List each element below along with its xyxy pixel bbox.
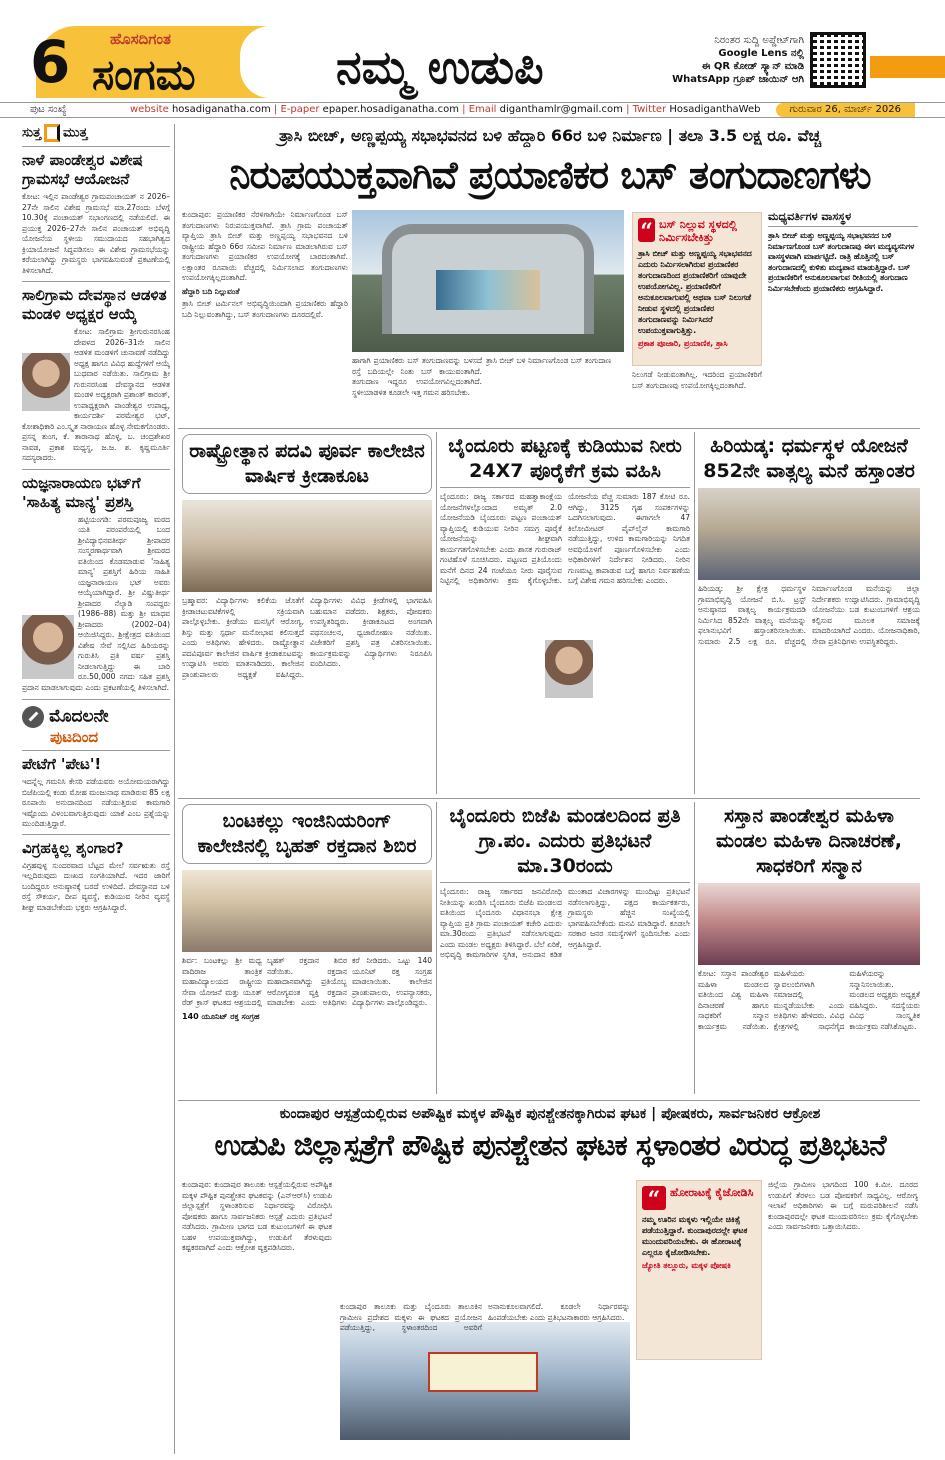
sports-photo	[182, 500, 432, 592]
bus-shelter-photo	[352, 210, 624, 352]
story-women-headline[interactable]: ಸಸ್ತಾನ ಪಾಂಡೇಶ್ವರ ಮಹಿಳಾ ಮಂಡಲ ಮಹಿಳಾ ದಿನಾಚರಣೆ, ಸಾಧಕರಿಗೆ ಸನ್ಮಾನ	[716, 805, 902, 877]
epaper-key: E-paper	[280, 104, 320, 115]
twitter-key: Twitter	[632, 104, 667, 115]
story-house	[698, 434, 920, 794]
top-story-subhead: ಹೆದ್ದಾರಿ ಬದಿ ನಿಲ್ಲುವಂತೆ	[182, 286, 240, 296]
story-water-headline[interactable]: ಬೈಂದೂರು ಪಟ್ಟಣಕ್ಕೆ ಕುಡಿಯುವ ನೀರು 24X7 ಪೂರೈಕೆಗೆ ಕ್ರಮ ವಹಿಸಿ	[440, 434, 690, 488]
left-column	[22, 124, 170, 1454]
rule-row3-a	[436, 802, 437, 1094]
brand-top: ಹೊಸದಿಗಂತ	[110, 30, 171, 48]
continued-label-b: ಪುಟದಿಂದ	[50, 728, 99, 746]
rule-row2	[178, 428, 920, 429]
qr-line-1: ನಿರಂತರ ಸುದ್ದಿ ಅಪ್ಡೇಟ್‌ಗಾಗಿ	[714, 35, 804, 46]
story-award-headline[interactable]: ಯಜ್ಞನಾರಾಯಣ ಭಟ್‌ಗೆ 'ಸಾಹಿತ್ಯ ಮಾನ್ಯ' ಪ್ರಶಸ್ತಿ	[22, 473, 141, 511]
column-logo-b: ಮುತ್ತ	[63, 125, 88, 141]
top-story-col3-tail: ನಿಲುಗಡೆ ನೀಡುವಂತಾಗಿಲ್ಲ. ಇದರಿಂದ ಪ್ರಯಾಣಿಕರಿಗೆ ಬಸ್ ತಂಗುದಾಣವು ಉಪಯೋಗಕ್ಕಿಲ್ಲದಂತಾಗಿದೆ.	[632, 370, 762, 390]
story-blood-subhead: 140 ಯೂನಿಟ್ ರಕ್ತ ಸಂಗ್ರಹ	[182, 1011, 260, 1021]
qr-line-3: ಈ QR ಕೋಡ್ ಸ್ಕ್ಯಾನ್ ಮಾಡಿ	[701, 61, 804, 72]
story-blood-headline[interactable]: ಬಂಟಕಲ್ಲು ಇಂಜಿನಿಯರಿಂಗ್ ಕಾಲೇಜಿನಲ್ಲಿ ಬೃಹತ್ ರಕ್ತದಾನ ಶಿಬಿರ	[182, 804, 432, 864]
info-links: website hosadiganatha.com | E-paper epaper.hosadiganatha.com | Email diganthamlr@gmail.com | Twitter HosadiganthaWeb	[130, 104, 761, 115]
brand-logo: ಸಂಗಮ	[92, 50, 196, 99]
quote-icon: “	[638, 218, 655, 242]
quote-body: ತ್ರಾಸಿ ಬೀಚ್ ಮತ್ತು ಅಣ್ಣಪ್ಪಯ್ಯ ಸಭಾಭವನದ ಎದುರು ನಿರ್ಮಿಸಲಾಗಿರುವ ಪ್ರಯಾಣಿಕರ ತಂಗುದಾಣದಿಂದ ಪ್ರಯಾಣಿಕರಿಗೆ ಯಾವುದೇ ಉಪಯೋಗವಿಲ್ಲ. ಪ್ರಯಾಣಿಕರಿಗೆ ಅನುಕೂಲವಾಗುವಲ್ಲಿ ಅಥವಾ ಬಸ್ ನಿಲುಗಡೆ ನೀಡುವ ಸ್ಥಳದಲ್ಲಿ ಪ್ರಯಾಣಿಕರ ತಂಗುದಾಣವನ್ನು ನಿರ್ಮಿಸಿದರೆ ಉಪಯುಕ್ತವಾಗುತ್ತಿತ್ತು.	[638, 249, 752, 335]
quote-author: ಪ್ರಕಾಶ ಪೂಜಾರಿ, ಪ್ರಯಾಣಿಕ, ತ್ರಾಸಿ	[638, 339, 728, 348]
bottom-story-col2: ಕುಂದಾಪುರ ತಾಲೂಕು ಮತ್ತು ಬೈಂದೂರು ತಾಲೂಕಿನ ಗ್ರಾಮೀಣ ಪ್ರದೇಶದ ಮಕ್ಕಳು ಈ ಘಟಕದ ಪ್ರಯೋಜನ ಪಡೆಯುತ್ತಿದ್ದು, ಸ್ಥಳಾಂತರದಿಂದ ಅವರಿಗೆ ಅನಾನುಕೂಲವಾಗಲಿದೆ. ಕೂಡಲೇ ನಿರ್ಧಾರವನ್ನು ಹಿಂಪಡೆಯಬೇಕು ಎಂದು ಪ್ರತಿಭಟನಾಕಾರರು ಆಗ್ರಹಿಸಿದರು.	[340, 1302, 630, 1332]
story-temple-body: ಕೋಟ: ಸಾಲಿಗ್ರಾಮ ಶ್ರೀಗುರುನರಸಿಂಹ ದೇವಳದ 2026–31ನೇ ಸಾಲಿನ ಆಡಳಿತ ಮಂಡಳಿಗೆ ಚುನಾವಣೆ ನಡೆದಿದ್ದು ಅಧ್ಯಕ್ಷ ಹಾಗೂ ವಿವಿಧ ಹುದ್ದೆಗಳಿಗೆ ಆಯ್ಕೆ ಬುಧವಾರ ನಡೆಯಿತು. ಸಾಲಿಗ್ರಾಮ ಶ್ರೀ ಗುರುನರಸಿಂಹ ದೇವಸ್ಥಾನದ ಆಡಳಿತ ಮಂಡಳಿ ಅಧ್ಯಕ್ಷರಾಗಿ ಪ್ರಶಾಂತ್ ಕಾರಂತ್, ಉಪಾಧ್ಯಕ್ಷರಾಗಿ ಪಾಂಡೇಶ್ವರ ಉಪಾಧ್ಯ, ಕಾರ್ಯದರ್ಶಿ ಪರಮೇಶ್ವರ ಭಟ್, ಕೋಶಾಧಿಕಾರಿ ಎಂ.ಸ್ಕೃತ ನಾರಾಯಣ ಹೊಳ್ಳ ನೇಮಕಗೊಂಡರು. ಪ್ರಸನ್ನ ತುಂಗ, ಕೆ. ತಾರಾನಾಥ ಹೊಳ್ಳ, ಬ. ಚಂದ್ರಶೇಖರ ನಾವಡ, ಪ್ರಕಾಶ ಮಧ್ಯಸ್ಥ, ಜ.ಜ. ಶ. ಕೃಷ್ಣಮೂರ್ತಿ ಸದಸ್ಯರಾದರು.	[22, 327, 170, 462]
story-house-headline[interactable]: ಹಿರಿಯಡ್ಕ: ಧರ್ಮಸ್ಥಳ ಯೋಜನೆ 852ನೇ ವಾತ್ಸಲ್ಯ ಮನೆ ಹಸ್ತಾಂತರ	[703, 435, 915, 482]
womens-day-photo	[698, 883, 920, 965]
qr-line-4: WhatsApp ಗ್ರೂಪ್ ಜಾಯಿನ್ ಆಗಿ	[672, 74, 804, 85]
bottom-story-kicker: ಕುಂದಾಪುರ ಆಸ್ಪತ್ರೆಯಲ್ಲಿರುವ ಅಪೌಷ್ಟಿಕ ಮಕ್ಕಳ ಪೌಷ್ಟಿಕ ಪುನಶ್ಚೇತನಕ್ಕಾಗಿರುವ ಘಟಕ | ಪೋಷಕರು, ಸಾರ್ವಜನಿಕರ ಆಕ್ರೋಶ	[279, 1106, 821, 1122]
story-bjp	[440, 804, 690, 1094]
top-story-photo-caption: ತ್ರಾಸಿ ಬೀಚ್ ಬಳಿ ನಿರ್ಮಾಣಗೊಂಡ ಬಸ್ ತಂಗುದಾಣ	[486, 356, 612, 365]
bottom-quote-body: ನಮ್ಮ ಊರಿನ ಮಕ್ಕಳು ಇಲ್ಲಿಯೇ ಚಿಕಿತ್ಸೆ ಪಡೆಯುತ್ತಿದ್ದಾರೆ. ಕುಂದಾಪುರದಲ್ಲೇ ಘಟಕ ಮುಂದುವರಿಯಬೇಕು. ಈ ಹೋರಾಟಕ್ಕೆ ಎಲ್ಲರೂ ಕೈಜೋಡಿಸಬೇಕು.	[642, 1215, 748, 1257]
bottom-quote-title: ಹೋರಾಟಕ್ಕೆ ಕೈಜೋಡಿಸಿ	[670, 1186, 754, 1199]
story-water	[440, 434, 690, 794]
rule-bottom	[178, 1100, 920, 1101]
story-sports	[182, 434, 432, 794]
column-logo-a: ಸುತ್ತ	[22, 125, 42, 141]
bottom-story-col4: ಜಿಲ್ಲೆಯ ಗ್ರಾಮೀಣ ಭಾಗದಿಂದ 100 ಕಿ.ಮೀ. ದೂರದ ಉಡುಪಿಗೆ ತೆರಳಲು ಬಡ ಪೋಷಕರಿಗೆ ಸಾಧ್ಯವಿಲ್ಲ. ಆರೋಗ್ಯ ಇಲಾಖೆ ಅಧಿಕಾರಿಗಳು ಈ ಬಗ್ಗೆ ಮರುಪರಿಶೀಲನೆ ನಡೆಸಿ ಕುಂದಾಪುರದಲ್ಲೇ ಘಟಕ ಮುಂದುವರಿಸಲು ಕ್ರಮ ಕೈಗೊಳ್ಳಬೇಕು ಎಂದು ಸಾರ್ವಜನಿಕರು ಒತ್ತಾಯಿಸಿದರು.	[768, 1180, 918, 1231]
email-link[interactable]: diganthamlr@gmail.com	[499, 104, 623, 115]
story-bjp-body: ಬೈಂದೂರು: ರಾಜ್ಯ ಸರ್ಕಾರದ ಜನವಿರೋಧಿ ನೀತಿಯನ್ನು ಖಂಡಿಸಿ ಬೈಂದೂರು ಬಿಜೆಪಿ ಮಂಡಲದ ವತಿಯಿಂದ ಬೈಂದೂರು ವಿಧಾನಸಭಾ ಕ್ಷೇತ್ರ ವ್ಯಾಪ್ತಿಯ ಪ್ರತಿ ಗ್ರಾಮ ಪಂಚಾಯತ್ ಕಚೇರಿ ಎದುರು ಮಾ.30ರಂದು ಪ್ರತಿಭಟನೆ ನಡೆಸಲಾಗುವುದು ಎಂದು ಮಂಡಲ ಅಧ್ಯಕ್ಷರು ತಿಳಿಸಿದ್ದಾರೆ. ಬೆಲೆ ಏರಿಕೆ, ಅಭಿವೃದ್ಧಿ ಕಾಮಗಾರಿಗಳ ಸ್ಥಗಿತ, ಅನುದಾನ ಕಡಿತ ಮುಂತಾದ ವಿಚಾರಗಳನ್ನು ಮುಂದಿಟ್ಟು ಪ್ರತಿಭಟನೆ ನಡೆಸಲಾಗುತ್ತಿದ್ದು, ಪಕ್ಷದ ಕಾರ್ಯಕರ್ತರು, ಗ್ರಾಮಸ್ಥರು ಹೆಚ್ಚಿನ ಸಂಖ್ಯೆಯಲ್ಲಿ ಭಾಗವಹಿಸಬೇಕೆಂದು ಮನವಿ ಮಾಡಿದ್ದಾರೆ. ಕೂಡಲೇ ಸರಕಾರ ಜನರ ಸಮಸ್ಯೆಗಳಿಗೆ ಸ್ಪಂದಿಸಬೇಕು ಎಂದು ಆಗ್ರಹಿಸಿದ್ದಾರೆ.	[440, 887, 690, 959]
top-story-body-a: ಕುಂದಾಪುರ: ಪ್ರಯಾಣಿಕರ ನೆರಳಿಗಾಗಿಯೇ ನಿರ್ಮಾಣಗೊಂಡ ಬಸ್ ತಂಗುದಾಣಗಳು ನಿರುಪಯುಕ್ತವಾಗಿವೆ. ತ್ರಾಸಿ ಗ್ರಾಮ ಪಂಚಾಯತ್ ವ್ಯಾಪ್ತಿಯ ತ್ರಾಸಿ ಬೀಚ್ ಮತ್ತು ಅಣ್ಣಪ್ಪಯ್ಯ ಸಭಾಭವನದ ಬಳಿ ರಾಷ್ಟ್ರೀಯ ಹೆದ್ದಾರಿ 66ರ ಸಮೀಪ ನಿರ್ಮಾಣ ಮಾಡಲಾಗಿರುವ ಬಸ್ ತಂಗುದಾಣಗಳು ಪ್ರಯಾಣಿಕರ ಉಪಯೋಗಕ್ಕೆ ಬಾರದಂತಾಗಿವೆ. ಲಕ್ಷಾಂತರ ರೂಪಾಯಿ ವೆಚ್ಚದಲ್ಲಿ ನಿರ್ಮಿಸಲಾದ ತಂಗುದಾಣಗಳು ಉಪಯೋಗಕ್ಕಿಲ್ಲದಂತಾಗಿದೆ.	[182, 210, 348, 282]
awardee-photo	[22, 615, 74, 679]
top-story-headline[interactable]: ನಿರುಪಯುಕ್ತವಾಗಿವೆ ಪ್ರಯಾಣಿಕರ ಬಸ್ ತಂಗುದಾಣಗಳು	[229, 152, 871, 197]
website-key: website	[130, 104, 169, 115]
rule-row2-b	[694, 432, 695, 794]
story-house-body: ಹಿರಿಯಡ್ಕ: ಶ್ರೀ ಕ್ಷೇತ್ರ ಧರ್ಮಸ್ಥಳ ಗ್ರಾಮಾಭಿವೃದ್ಧಿ ಯೋಜನೆ ಬಿ.ಸಿ. ಟ್ರಸ್ಟ್ ಅನುಷ್ಠಾನದ ವಾತ್ಸಲ್ಯ ಕಾರ್ಯಕ್ರಮದಡಿ ನಿರ್ಮಿಸಿದ 852ನೇ ವಾತ್ಸಲ್ಯ ಮನೆಯನ್ನು ಫಲಾನುಭವಿಗೆ ಹಸ್ತಾಂತರಿಸಲಾಯಿತು. ಸುಮಾರು 2.5 ಲಕ್ಷ ರೂ. ವೆಚ್ಚದಲ್ಲಿ ನಿರ್ಮಾಣಗೊಂಡ ಮನೆಯನ್ನು ಜಿಲ್ಲಾ ನಿರ್ದೇಶಕರು ಉದ್ಘಾಟಿಸಿದರು. ಗ್ರಾಮಾಭಿವೃದ್ಧಿ ಯೋಜನೆಯು ಬಡ ಕುಟುಂಬಗಳಿಗೆ ಆಶ್ರಯ ಕಲ್ಪಿಸುವ ಮೂಲಕ ಸಮಾಜಕ್ಕೆ ಮಾದರಿಯಾಗಿದೆ ಎಂದರು. ಯೋಜನಾಧಿಕಾರಿ, ಸೇವಾ ಪ್ರತಿನಿಧಿಗಳು ಉಪಸ್ಥಿತರಿದ್ದರು.	[698, 584, 920, 646]
story-award-body: ಹಟ್ಟಿಯಂಗಡಿ: ಪರಮಪೂಜ್ಯ ಮಠದ ಯತಿ ಪರಂಪರೆಯಲ್ಲಿ ಬಂದ ಶ್ರೀವಿದ್ಯಾಭಿನವತೀರ್ಥ ಶ್ರೀಪಾದರ ಸಂಸ್ಮರಣಾರ್ಥವಾಗಿ ಶ್ರೀಮಠದ ವತಿಯಿಂದ ಕೊಡಮಾಡುವ 'ಸಾಹಿತ್ಯ ಮಾನ್ಯ' ಪ್ರಶಸ್ತಿಗೆ ಹಿರಿಯ ಸಾಹಿತಿ ಯಜ್ಞನಾರಾಯಣ ಭಟ್ ಅವರು ಆಯ್ಕೆಯಾಗಿದ್ದಾರೆ. ಶ್ರೀ ವಿಷ್ಣುತೀರ್ಥ ಶ್ರೀಪಾದರ ನೆಲ್ಯಾಡಿ ಸಂಪದ್ದರು (1986–88) ಮತ್ತು ಶ್ರೀ ಮಾಧವ ಶ್ರೀಪಾದರು (2002–04) ಆಯಿಜಿಸಿದ್ದರು. ಶ್ರೀಕ್ಷೇತ್ರದ ವತಿಯಿಂದ ವಿಶೇಷ ಸೇವೆ ಸಲ್ಲಿಸಿದ ಹಿರಿಯರನ್ನು ಗುರುತಿಸಿ ಪ್ರತಿ ವರ್ಷ ಪ್ರಶಸ್ತಿ ನೀಡಲಾಗುತ್ತಿದ್ದು ಈ ಬಾರಿ ರೂ.50,000 ನಗದು ಸಹಿತ ಪ್ರಶಸ್ತಿ ಪ್ರದಾನ ಮಾಡಲಾಗುವುದು ಎಂದು ಪ್ರಕಟಣೆಯಲ್ಲಿ ತಿಳಿಸಲಾಗಿದೆ.	[22, 514, 170, 692]
story-women	[698, 804, 920, 1094]
issue-date: ಗುರುವಾರ 26, ಮಾರ್ಚ್ 2026	[776, 103, 915, 117]
rule-row3-b	[694, 802, 695, 1094]
masthead-accent	[870, 56, 945, 78]
qr-code-icon[interactable]	[810, 32, 866, 88]
mla-photo	[545, 640, 593, 698]
story-idol-headline[interactable]: ವಿಗ್ರಹಕ್ಕಿಲ್ಲ ಶೃಂಗಾರ?	[22, 838, 124, 857]
quote-title: ಬಸ್ ನಿಲ್ಲುವ ಸ್ಥಳದಲ್ಲಿ ನಿರ್ಮಿಸಬೇಕಿತ್ತು	[659, 218, 738, 244]
shelter-structure	[382, 224, 594, 334]
shelter-billboard	[436, 270, 540, 310]
masthead	[0, 0, 945, 102]
left-column-rule	[174, 124, 175, 1454]
story-water-body: ಬೈಂದೂರು: ರಾಜ್ಯ ಸರ್ಕಾರದ ಮಹತ್ವಾಕಾಂಕ್ಷೆಯ ಯೋಜನೆಗಳಲ್ಲೊಂದಾದ ಅಮೃತ್ 2.0 ಯೋಜನೆಯಡಿ ಬೈಂದೂರು ಪಟ್ಟಣ ಪಂಚಾಯತ್ ವ್ಯಾಪ್ತಿಯಲ್ಲಿ ಕುಡಿಯುವ ನೀರಿನ ಸಮಗ್ರ ಪೂರೈಕೆ ಯೋಜನೆಯನ್ನು ಶೀಘ್ರವಾಗಿ ಕಾರ್ಯಗತಗೊಳಿಸಬೇಕು ಎಂದು ಶಾಸಕ ಗುರುರಾಜ್ ಗಂಟಿಹೊಳೆ ಸೂಚಿಸಿದರು. ಪಟ್ಟಣದ ಪ್ರತಿಯೊಂದು ಮನೆಗೆ ದಿನದ 24 ಗಂಟೆಯೂ ನೀರು ಪೂರೈಸುವ ನಿಟ್ಟಿನಲ್ಲಿ ಅಧಿಕಾರಿಗಳು ಕ್ರಮ ಕೈಗೊಳ್ಳಬೇಕು. ಯೋಜನೆಯ ವೆಚ್ಚ ಸುಮಾರು 187 ಕೋಟಿ ರೂ. ಆಗಿದ್ದು, 3125 ಗೃಹ ಸಂಪರ್ಕಗಳನ್ನು ಒದಗಿಸಲಾಗುವುದು. ಈಗಾಗಲೇ 47 ಕಿಲೋಮೀಟರ್ ಪೈಪ್‌ಲೈನ್ ಕಾಮಗಾರಿ ನಡೆಯುತ್ತಿದ್ದು, ಉಳಿದ ಕಾಮಗಾರಿಯನ್ನು ನಿಗದಿತ ಅವಧಿಯೊಳಗೆ ಪೂರ್ಣಗೊಳಿಸಬೇಕು ಎಂದು ಅಧಿಕಾರಿಗಳಿಗೆ ನಿರ್ದೇಶನ ನೀಡಿದರು. ನೀರಿನ ಗುಣಮಟ್ಟ ಕಾಪಾಡುವ ಬಗ್ಗೆ ಹಾಗೂ ನಿರ್ವಹಣೆಯ ಬಗ್ಗೆ ವಿಶೇಷ ಗಮನ ಹರಿಸಬೇಕು ಎಂದರು.	[440, 492, 690, 585]
continued-label-a: ಮೊದಲನೇ	[49, 706, 109, 727]
story-gramasabhe-body: ಕೋಟ: ಇಲ್ಲಿನ ಪಾಂಡೇಶ್ವರ ಗ್ರಾಮಪಂಚಾಯತ್ ನ 2026–27ನೇ ಸಾಲಿನ ವಿಶೇಷ ಗ್ರಾಮಸಭೆ ಮಾ.27ರಂದು ಬೆಳಗ್ಗೆ 10.30ಕ್ಕೆ ಪಂಚಾಯತ್ ಸಭಾಂಗಣದಲ್ಲಿ ನಡೆಯಲಿದೆ. ಈ ಪ್ರಯುಕ್ತ 2026–27ನೇ ಸಾಲಿನ ಪಂಚಾಯತ್ ಅಭಿವೃದ್ಧಿ ಯೋಜನೆಯ ಸ್ಥಳೀಯ ಸಮುದಾಯದ ಸಹಭಾಗಿತ್ವದ ಕ್ರಿಯಾಯೋಜನೆ ಸಿದ್ಧಪಡಿಸಲು ಈ ವಿಶೇಷ ಗ್ರಾಮಸಭೆಯನ್ನು ಕರೆಯಲಾಗಿದ್ದು ಗ್ರಾಮಸ್ಥರು ಭಾಗವಹಿಸುವಂತೆ ಪ್ರಕಟಣೆಯಲ್ಲಿ ತಿಳಿಸಲಾಗಿದೆ.	[22, 192, 170, 275]
quote-icon-bottom: “	[642, 1186, 666, 1210]
rule-row2-a	[436, 432, 437, 794]
house-handover-photo	[698, 488, 920, 580]
temple-president-photo	[22, 353, 70, 411]
story-women-body: ಕೋಟ: ಸಸ್ತಾನ ಪಾಂಡೇಶ್ವರ ಮಹಿಳಾ ಮಂಡಲದ ವತಿಯಿಂದ ವಿಶ್ವ ಮಹಿಳಾ ದಿನಾಚರಣೆ ಹಾಗೂ ಸಾಧಕರಿಗೆ ಸನ್ಮಾನ ಕಾರ್ಯಕ್ರಮ ನಡೆಯಿತು. ಮಹಿಳೆಯರು ಸ್ವಾವಲಂಬಿಗಳಾಗಿ ಸಮಾಜದಲ್ಲಿ ಮುನ್ನಡೆಯಬೇಕು ಎಂದು ಅತಿಥಿಗಳು ಹೇಳಿದರು. ವಿವಿಧ ಕ್ಷೇತ್ರಗಳಲ್ಲಿ ಸಾಧನೆಗೈದ ಮಹಿಳೆಯರನ್ನು ಸನ್ಮಾನಿಸಲಾಯಿತು. ಮಂಡಲದ ಅಧ್ಯಕ್ಷರು ಅಧ್ಯಕ್ಷತೆ ವಹಿಸಿದ್ದರು. ಸದಸ್ಯೆಯರು ವಿವಿಧ ಸಾಂಸ್ಕೃತಿಕ ಕಾರ್ಯಕ್ರಮ ನಡೆಸಿಕೊಟ್ಟರು.	[698, 969, 920, 1031]
story-temple-headline[interactable]: ಸಾಲಿಗ್ರಾಮ ದೇವಸ್ಥಾನ ಆಡಳಿತ ಮಂಡಳಿ ಅಧ್ಯಕ್ಷರ ಆಯ್ಕೆ	[22, 286, 167, 323]
page-label: ಪುಟ ಸಂಖ್ಯೆ	[30, 104, 67, 115]
story-bjp-headline[interactable]: ಬೈಂದೂರು ಬಿಜೆಪಿ ಮಂಡಲದಿಂದ ಪ್ರತಿ ಗ್ರಾ.ಪಂ. ಎದುರು ಪ್ರತಿಭಟನೆ ಮಾ.30ರಂದು	[440, 804, 690, 883]
story-pete-body: ಇದನ್ನೆಲ್ಲ ಗಮನಿಸಿ ಕೇಸರಿ ಪಡೆಯವರು ಅಯೋಮಯರಾಗಿದ್ದು ಬಿಜೆಪಿಯಲ್ಲಿ ಕಂಡು ಮೋಹ ಮಂಜುನಾಥ ಮಾಡಿರುವ 85 ಲಕ್ಷ ರೂಪಾಯಿ ಅನುದಾನದಿಂದ ನಡೆಯುತ್ತಿರುವ ಕಾಮಗಾರಿ ಇಷ್ಟೊಂದು ವಿಳಂಬವಾಗುತ್ತಿರುವುದು ಯಾಕೆ ಎಂಬ ಪ್ರಶ್ನೆಯನ್ನು ಮುಂದಿಡುತ್ತಿದ್ದಾರೆ.	[22, 777, 170, 828]
bottom-story-quote	[636, 1180, 762, 1360]
info-bar	[0, 102, 945, 118]
website-link[interactable]: hosadiganatha.com	[171, 104, 271, 115]
story-sports-body: ಬ್ರಹ್ಮಾವರ: ವಿದ್ಯಾರ್ಥಿಗಳು ಕಲಿಕೆಯ ಜೊತೆಗೆ ಕ್ರೀಡಾಚಟುವಟಿಕೆಗಳಲ್ಲಿ ಸಕ್ರಿಯವಾಗಿ ಪಾಲ್ಗೊಳ್ಳಬೇಕು. ಕ್ರೀಡೆಯು ಮನಸ್ಸಿಗೆ ಆರೋಗ್ಯ, ಶಿಸ್ತು ಮತ್ತು ಸ್ಪರ್ಧಾ ಮನೋಭಾವ ಕಲಿಸುತ್ತದೆ ಎಂದು ಅತಿಥಿಗಳು ಹೇಳಿದರು. ರಾಷ್ಟ್ರೋತ್ಥಾನ ಪದವಿಪೂರ್ವ ಕಾಲೇಜಿನ ವಾರ್ಷಿಕ ಕ್ರೀಡಾಕೂಟವನ್ನು ಉದ್ಘಾಟಿಸಿ ಅವರು ಮಾತನಾಡಿದರು. ಕಾಲೇಜಿನ ಪ್ರಾಂಶುಪಾಲರು ಅಧ್ಯಕ್ಷತೆ ವಹಿಸಿದ್ದರು. ವಿದ್ಯಾರ್ಥಿಗಳು ವಿವಿಧ ಕ್ರೀಡೆಗಳಲ್ಲಿ ಭಾಗವಹಿಸಿ ಬಹುಮಾನ ಪಡೆದರು. ಶಿಕ್ಷಕರು, ಪೋಷಕರು ಉಪಸ್ಥಿತರಿದ್ದರು. ಕ್ರೀಡಾಕೂಟದ ಅಂಗವಾಗಿ ಪಥಸಂಚಲನ, ಧ್ವಜಾರೋಹಣ ನಡೆಯಿತು. ವಿಜೇತರಿಗೆ ಪ್ರಶಸ್ತಿ ಪತ್ರ ವಿತರಿಸಲಾಯಿತು. ಕಾರ್ಯಕ್ರಮವನ್ನು ವಿದ್ಯಾರ್ಥಿಗಳು ನಿರೂಪಿಸಿ ವಂದಿಸಿದರು.	[182, 596, 432, 679]
story-sports-headline[interactable]: ರಾಷ್ಟ್ರೋತ್ಥಾನ ಪದವಿ ಪೂರ್ವ ಕಾಲೇಜಿನ ವಾರ್ಷಿಕ ಕ್ರೀಡಾಕೂಟ	[182, 434, 432, 494]
epaper-link[interactable]: epaper.hosadiganatha.com	[322, 104, 459, 115]
continued-banner	[22, 699, 170, 746]
frame-icon	[44, 124, 60, 142]
story-blood	[182, 804, 432, 1094]
bottom-quote-author: ಜ್ಯೋತಿ ತಲ್ಲೂರು, ಮಕ್ಕಳ ಪೋಷಕಿ	[642, 1261, 731, 1270]
story-blood-body: ಶಿರ್ವ: ಬಂಟಕಲ್ಲು ಶ್ರೀ ಮಧ್ವ ವಾದಿರಾಜ ತಾಂತ್ರಿಕ ಮಹಾವಿದ್ಯಾಲಯದ ರಾಷ್ಟ್ರೀಯ ಸೇವಾ ಯೋಜನೆ ಮತ್ತು ಯೂತ್ ರೆಡ್ ಕ್ರಾಸ್ ಘಟಕದ ಆಶ್ರಯದಲ್ಲಿ ಬೃಹತ್ ರಕ್ತದಾನ ಶಿಬಿರ ನಡೆಯಿತು. ರಕ್ತದಾನ ಮಹಾದಾನವಾಗಿದ್ದು ಪ್ರತಿಯೊಬ್ಬ ಆರೋಗ್ಯವಂತ ವ್ಯಕ್ತಿ ರಕ್ತದಾನ ಮಾಡಬೇಕು ಎಂದು ಅತಿಥಿಗಳು ಕರೆ ನೀಡಿದರು. ಒಟ್ಟು 140 ಯೂನಿಟ್ ರಕ್ತ ಸಂಗ್ರಹ ಮಾಡಲಾಯಿತು. ಕಾಲೇಜಿನ ಪ್ರಾಂಶುಪಾಲರು, ಉಪನ್ಯಾಸಕರು, ವಿದ್ಯಾರ್ಥಿಗಳು ಪಾಲ್ಗೊಂಡಿದ್ದರು.	[182, 956, 432, 1007]
top-story-col2: ಹಾಗಾಗಿ ಪ್ರಯಾಣಿಕರು ಬಸ್ ತಂಗುದಾಣವನ್ನು ಬಳಸದೆ ರಸ್ತೆ ಬದಿಯಲ್ಲೇ ನಿಂತು ಬಸ್ ಕಾಯುವಂತಾಗಿದೆ. ತಂಗುದಾಣ ಇದ್ದರೂ ಉಪಯೋಗವಿಲ್ಲದಂತಾಗಿದೆ. ಸ್ಥಳೀಯಾಡಳಿತ ಕೂಡಲೇ ಇತ್ತ ಗಮನ ಹರಿಸಬೇಕು.	[352, 356, 482, 397]
sidebar-headline: ಮಧ್ಯವರ್ತಿಗಳ ವಾಸಸ್ಥಳ	[768, 210, 918, 227]
twitter-link[interactable]: HosadiganthaWeb	[669, 104, 761, 115]
page-number: 6	[30, 28, 71, 96]
pencil-icon	[22, 706, 44, 728]
qr-line-2: Google Lens ನಲ್ಲಿ	[718, 48, 804, 59]
qr-promo	[672, 34, 804, 86]
bottom-story-headline[interactable]: ಉಡುಪಿ ಜಿಲ್ಲಾಸ್ಪತ್ರೆಗೆ ಪೌಷ್ಟಿಕ ಪುನಶ್ಚೇತನ ಘಟಕ ಸ್ಥಳಾಂತರ ವಿರುದ್ಧ ಪ್ರತಿಭಟನೆ	[214, 1128, 886, 1162]
top-story-quote	[632, 212, 762, 366]
column-logo	[22, 124, 170, 147]
story-idol-body: ವಿಗ್ರಹವುಳ್ಳ ಸುಂದರವಾದ ಬೆಟ್ಟದ ಮೇಲೆ ಸರ್ವಋತು ರಸ್ತೆ ಇಲ್ಲದಿರುವುದು ದುಃಖದ ಸಂಗತಿಯಾಗಿದೆ. ಇದರ ಜಾರಿಗೆ ಬಂದಿದ್ದರೂ ಅನುಷ್ಠಾನಕ್ಕೆ ಬರದೆ ಉಳಿದಿದೆ. ದೇವಸ್ಥಾನದ ಬಳಿ ರಸ್ತೆ ಸೌಕರ್ಯ, ದೀಪ ವ್ಯವಸ್ಥೆ, ಕುಡಿಯುವ ನೀರಿನ ವ್ಯವಸ್ಥೆ ಶೀಘ್ರ ಮಾಡಬೇಕೆಂದು ಭಕ್ತರು ಆಗ್ರಹಿಸಿದ್ದಾರೆ.	[22, 860, 170, 912]
top-story-kicker: ತ್ರಾಸಿ ಬೀಚ್, ಅಣ್ಣಪ್ಪಯ್ಯ ಸಭಾಭವನದ ಬಳಿ ಹೆದ್ದಾರಿ 66ರ ಬಳಿ ನಿರ್ಮಾಣ | ತಲಾ 3.5 ಲಕ್ಷ ರೂ. ವೆಚ್ಚ	[278, 126, 822, 145]
blood-camp-photo	[182, 870, 432, 952]
top-story-body-b: ತ್ರಾಸಿ ಬೀಚ್ ಟರ್ಮಿನಲ್ ಅಭಿವೃದ್ಧಿಯಿಂದಾಗಿ ಪ್ರಯಾಣಿಕರು ಹೆದ್ದಾರಿ ಬದಿ ನಿಲ್ಲುವಂತಾಗಿದ್ದು, ಬಸ್ ತಂಗುದಾಣಗಳು ದೂರದಲ್ಲಿವೆ.	[182, 299, 348, 319]
email-key: Email	[468, 104, 497, 115]
top-story-col1	[182, 210, 348, 422]
sidebar-body: ತ್ರಾಸಿ ಬೀಚ್ ಮತ್ತು ಅಣ್ಣಪ್ಪಯ್ಯ ಸಭಾಭವನದ ಬಳಿ ನಿರ್ಮಾಣಗೊಂಡ ಬಸ್ ತಂಗುದಾಣವು ಈಗ ಮದ್ಯವ್ಯಸನಿಗಳ ವಾಸಸ್ಥಳವಾಗಿ ಮಾರ್ಪಟ್ಟಿದೆ. ರಾತ್ರಿ ಹೊತ್ತಿನಲ್ಲಿ ಬಸ್ ತಂಗುದಾಣದಲ್ಲಿ ಕುಳಿತು ಮದ್ಯಪಾನ ಮಾಡುತ್ತಿದ್ದಾರೆ. ಬಸ್ ಪ್ರಯಾಣಿಕರಿಗೆ ಅನುಕೂಲವಾಗುವ ರೀತಿಯಲ್ಲಿ ತಂಗುದಾಣ ನಿರ್ಮಿಸಬೇಕೆಂದು ಪ್ರಯಾಣಿಕರು ಆಗ್ರಹಿಸಿದ್ದಾರೆ.	[768, 231, 915, 293]
story-gramasabhe-headline[interactable]: ನಾಳೆ ಪಾಂಡೇಶ್ವರ ವಿಶೇಷ ಗ್ರಾಮಸಭೆ ಆಯೋಜನೆ	[22, 151, 143, 188]
section-title: ನಮ್ಮ ಉಡುಪಿ	[336, 40, 544, 94]
rule-row3	[178, 798, 920, 799]
story-pete-headline[interactable]: ಪೇಟೆಗೆ 'ಪೇಟ'!	[22, 755, 102, 773]
top-sidebar	[768, 210, 918, 422]
bottom-story-col1: ಕುಂದಾಪುರ: ಕುಂದಾಪುರ ತಾಲೂಕು ಆಸ್ಪತ್ರೆಯಲ್ಲಿರುವ ಅಪೌಷ್ಟಿಕ ಮಕ್ಕಳ ಪೌಷ್ಟಿಕ ಪುನಶ್ಚೇತನ ಘಟಕವನ್ನು (ಎನ್‌ಆರ್‌ಸಿ) ಉಡುಪಿ ಜಿಲ್ಲಾಸ್ಪತ್ರೆಗೆ ಸ್ಥಳಾಂತರಿಸುವ ನಿರ್ಧಾರವನ್ನು ವಿರೋಧಿಸಿ ಪೋಷಕರು ಹಾಗೂ ಸಾರ್ವಜನಿಕರು ಆಸ್ಪತ್ರೆ ಎದುರು ಪ್ರತಿಭಟನೆ ನಡೆಸಿದರು. ಗ್ರಾಮೀಣ ಭಾಗದ ಬಡ ಕುಟುಂಬಗಳಿಗೆ ಈ ಘಟಕ ಬಹಳ ಉಪಯುಕ್ತವಾಗಿದ್ದು, ಉಡುಪಿಗೆ ತೆರಳುವುದು ಕಷ್ಟಕರವಾಗಿದೆ ಎಂದು ಆಕ್ರೋಶ ವ್ಯಕ್ತಪಡಿಸಿದರು.	[182, 1180, 332, 1252]
